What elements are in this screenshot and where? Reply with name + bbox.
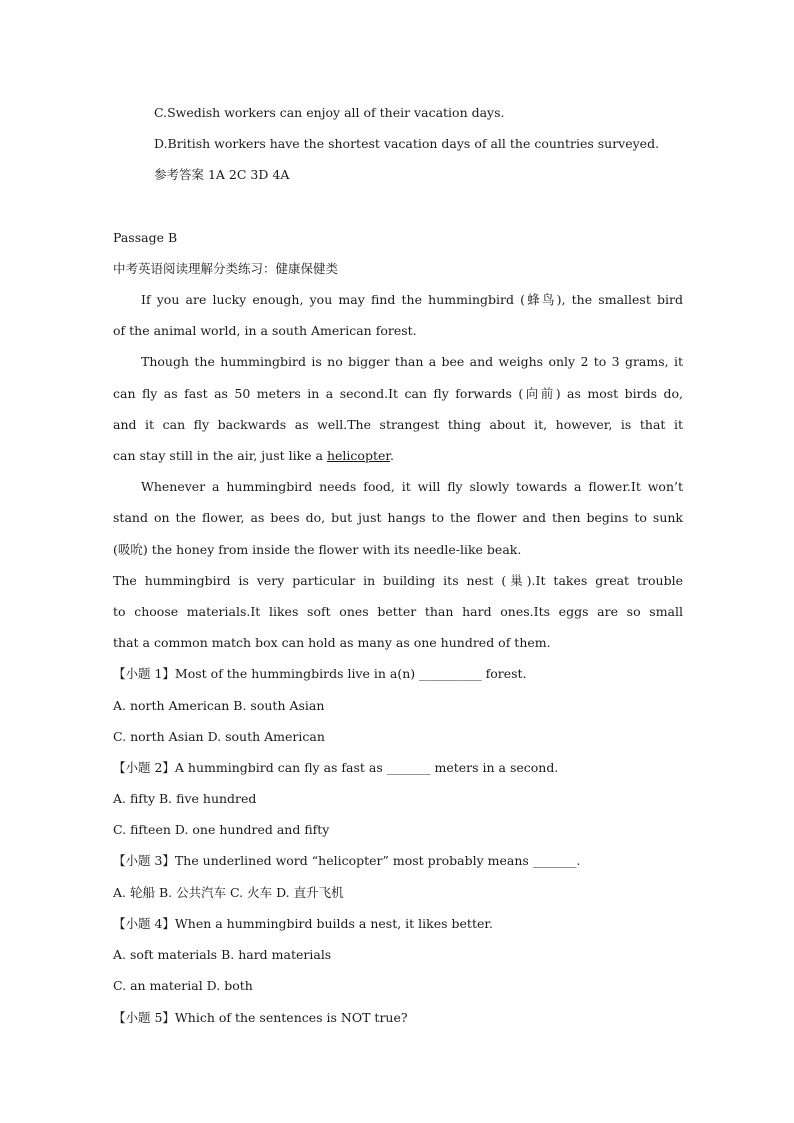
question-4-options-row-1: A. soft materials B. hard materials — [113, 947, 332, 962]
question-3-stem: 【小题 3】The underlined word “helicopter” most probably means _______. — [113, 853, 581, 868]
paragraph-3-line-2: stand on the flower, as bees do, but just hangs to the flower and then begins to sunk — [113, 510, 683, 525]
question-2-options-row-1: A. fifty B. five hundred — [113, 791, 257, 806]
question-2-options-row-2: C. fifteen D. one hundred and fifty — [113, 822, 330, 837]
question-2-stem: 【小题 2】A hummingbird can fly as fast as _______ meters in a second. — [113, 760, 559, 775]
paragraph-4-line-2: to choose materials.It likes soft ones better than hard ones.Its eggs are so small — [113, 604, 683, 619]
question-1-options-row-1: A. north American B. south Asian — [113, 698, 325, 713]
option-d-previous: D.British workers have the shortest vacation days of all the countries surveyed. — [154, 136, 660, 151]
question-5-stem: 【小题 5】Which of the sentences is NOT true? — [113, 1010, 408, 1025]
underlined-word-helicopter: helicopter — [326, 448, 390, 463]
question-4-stem: 【小题 4】When a hummingbird builds a nest, it likes better. — [113, 916, 493, 931]
paragraph-4-line-1: The hummingbird is very particular in building its nest (巢).It takes great trouble — [113, 573, 683, 588]
passage-label: Passage B — [113, 230, 178, 245]
paragraph-2-line-4-text: can stay still in the air, just like a — [113, 448, 327, 463]
paragraph-2-line-4-end: . — [389, 448, 394, 463]
paragraph-1-line-1: If you are lucky enough, you may find the hummingbird (蜂鸟), the smallest bird — [141, 292, 683, 307]
paragraph-2-line-4 — [113, 447, 683, 465]
question-1-options-row-2: C. north Asian D. south American — [113, 729, 325, 744]
paragraph-1-line-2: of the animal world, in a south American forest. — [113, 323, 417, 338]
paragraph-3-line-1: Whenever a hummingbird needs food, it will fly slowly towards a flower.It won’t — [141, 479, 683, 494]
passage-category: 中考英语阅读理解分类练习：健康保健类 — [113, 261, 339, 276]
question-4-options-row-2: C. an material D. both — [113, 978, 253, 993]
answer-key: 参考答案 1A 2C 3D 4A — [154, 167, 290, 182]
paragraph-2-line-1: Though the hummingbird is no bigger than a bee and weighs only 2 to 3 grams, it — [141, 354, 683, 369]
question-1-stem: 【小题 1】Most of the hummingbirds live in a(n) __________ forest. — [113, 666, 527, 681]
question-3-options-row-1: A. 轮船 B. 公共汽车 C. 火车 D. 直升飞机 — [113, 885, 344, 900]
paragraph-2-line-2: can fly as fast as 50 meters in a second.It can fly forwards (向前) as most birds do, — [113, 386, 683, 401]
paragraph-3-line-3: (吸吮) the honey from inside the flower with its needle-like beak. — [113, 542, 522, 557]
paragraph-4-line-3: that a common match box can hold as many as one hundred of them. — [113, 635, 551, 650]
paragraph-2-line-3: and it can fly backwards as well.The strangest thing about it, however, is that it — [113, 417, 683, 432]
option-c-previous: C.Swedish workers can enjoy all of their vacation days. — [154, 105, 505, 120]
